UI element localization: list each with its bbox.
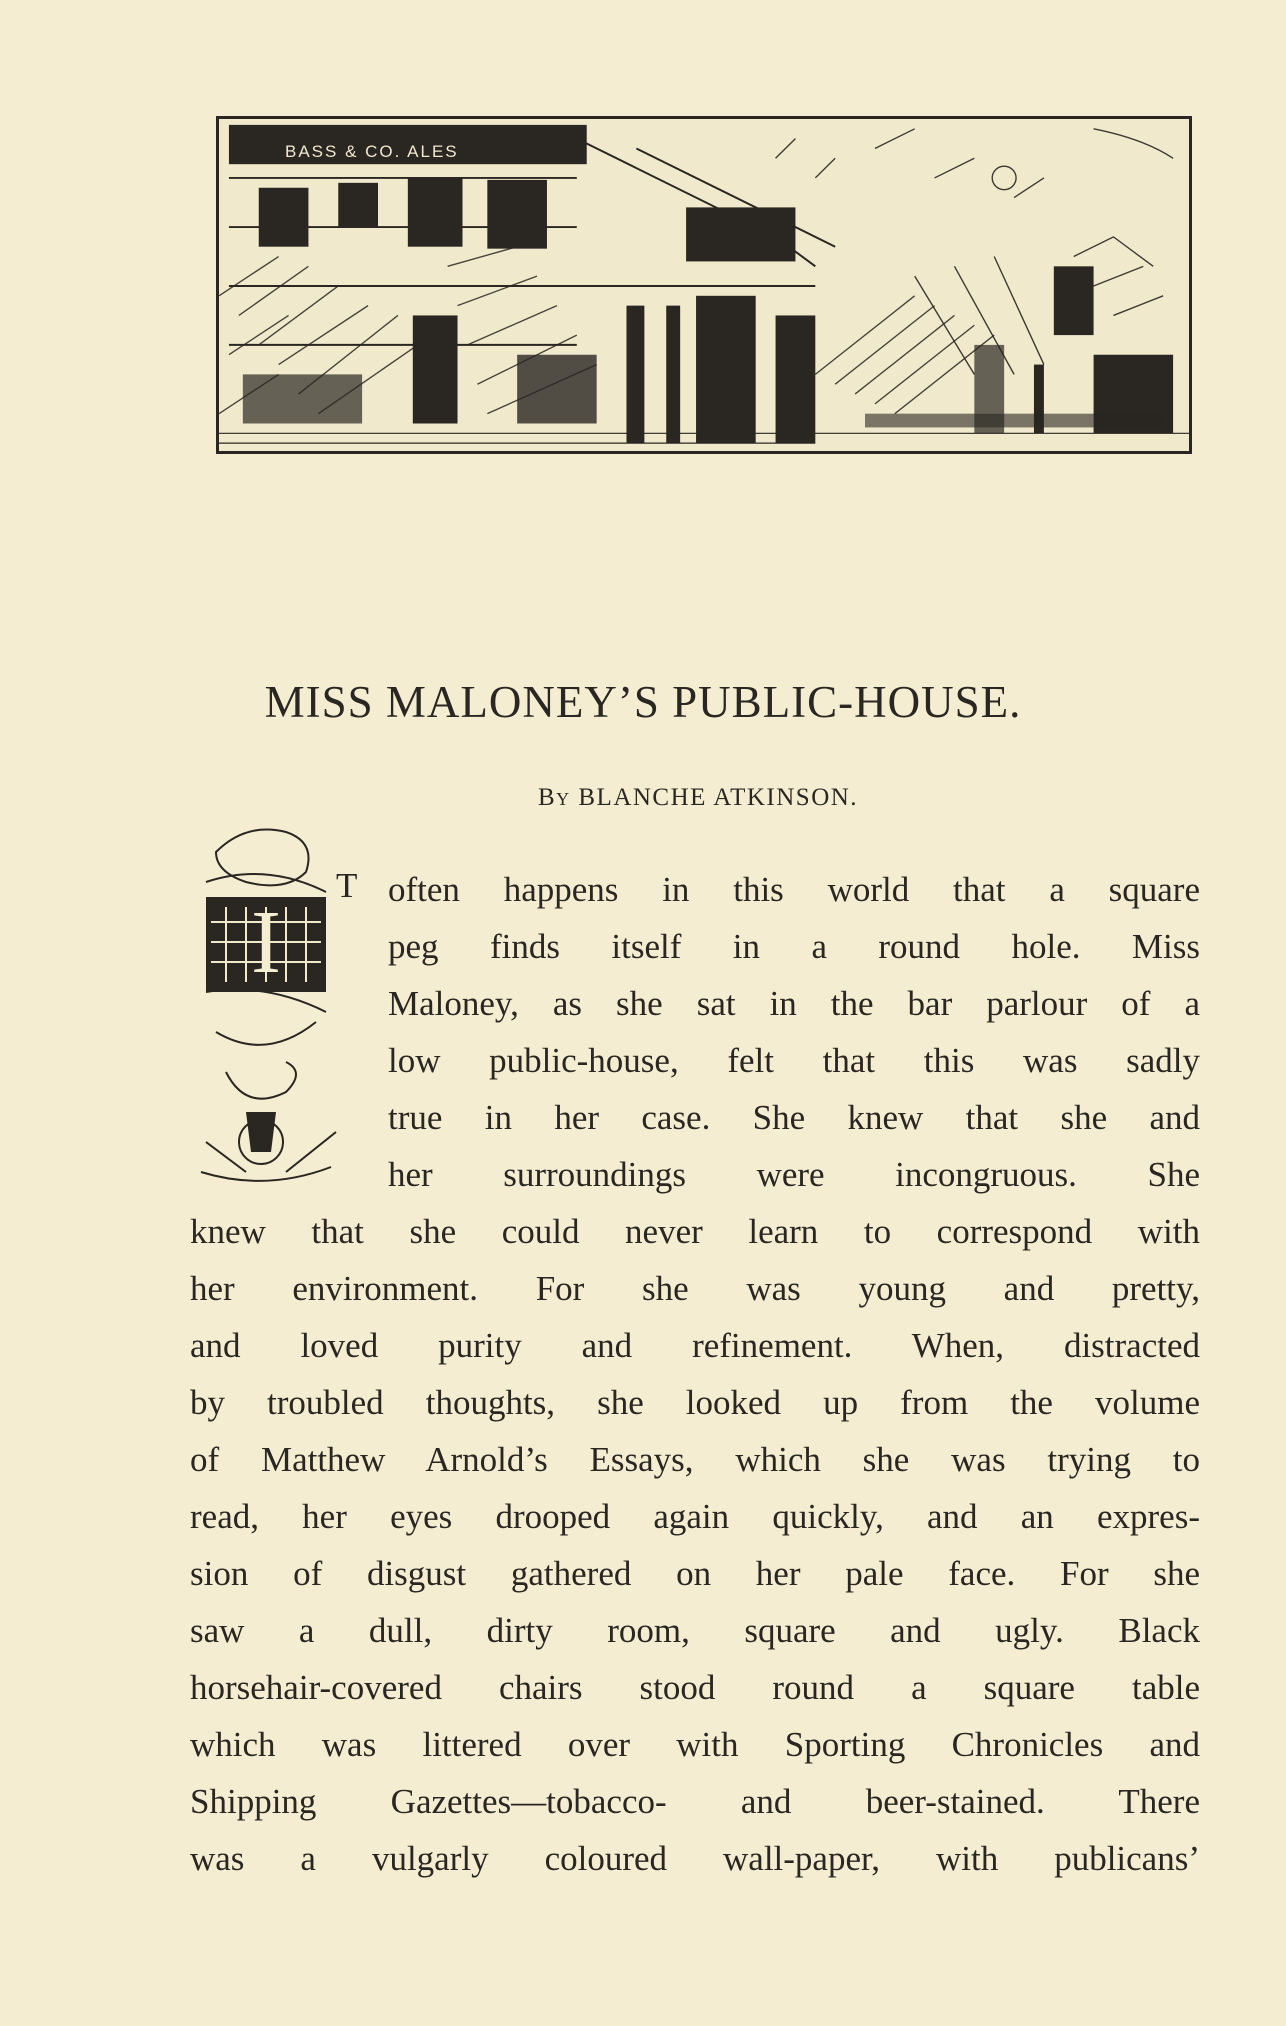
decorated-initial-icon: [186, 812, 346, 1184]
text-line: peg finds itself in a round hole. Miss: [388, 927, 1200, 966]
text-line: saw a dull, dirty room, square and ugly. Black: [190, 1611, 1200, 1650]
text-line: which was littered over with Sporting Chronicles and: [190, 1725, 1200, 1764]
inn-sign-text: BASS & CO. ALES: [277, 141, 467, 163]
public-house-engraving-icon: [219, 119, 1189, 451]
byline-prefix: By: [537, 784, 571, 811]
text-line: Shipping Gazettes—tobacco- and beer-stained. There: [190, 1782, 1200, 1821]
header-illustration: [216, 116, 1192, 454]
text-line: knew that she could never learn to correspond with: [190, 1212, 1200, 1251]
page-title: MISS MALONEY’S PUBLIC-HOUSE.: [264, 677, 1022, 727]
text-line: and loved purity and refinement. When, distracted: [190, 1326, 1200, 1365]
svg-text:I: I: [251, 893, 281, 992]
byline: [0, 784, 1286, 812]
text-line: often happens in this world that a square: [388, 870, 1200, 909]
ornamental-drop-cap: [186, 812, 346, 1184]
text-line: true in her case. She knew that she and: [388, 1098, 1200, 1137]
text-line: was a vulgarly coloured wall-paper, with publicans’: [190, 1839, 1200, 1878]
text-line: by troubled thoughts, she looked up from the volume: [190, 1383, 1200, 1422]
author-name: BLANCHE ATKINSON.: [578, 784, 859, 811]
text-line: sion of disgust gathered on her pale face. For she: [190, 1554, 1200, 1593]
text-line: of Matthew Arnold’s Essays, which she was trying to: [190, 1440, 1200, 1479]
text-line: low public-house, felt that this was sadly: [388, 1041, 1200, 1080]
drop-cap-continuation: T: [336, 866, 358, 905]
text-line: Maloney, as she sat in the bar parlour of a: [388, 984, 1200, 1023]
text-line: her environment. For she was young and pretty,: [190, 1269, 1200, 1308]
text-line: her surroundings were incongruous. She: [388, 1155, 1200, 1194]
text-line: read, her eyes drooped again quickly, and an expres-: [190, 1497, 1200, 1536]
text-line: horsehair-covered chairs stood round a square table: [190, 1668, 1200, 1707]
